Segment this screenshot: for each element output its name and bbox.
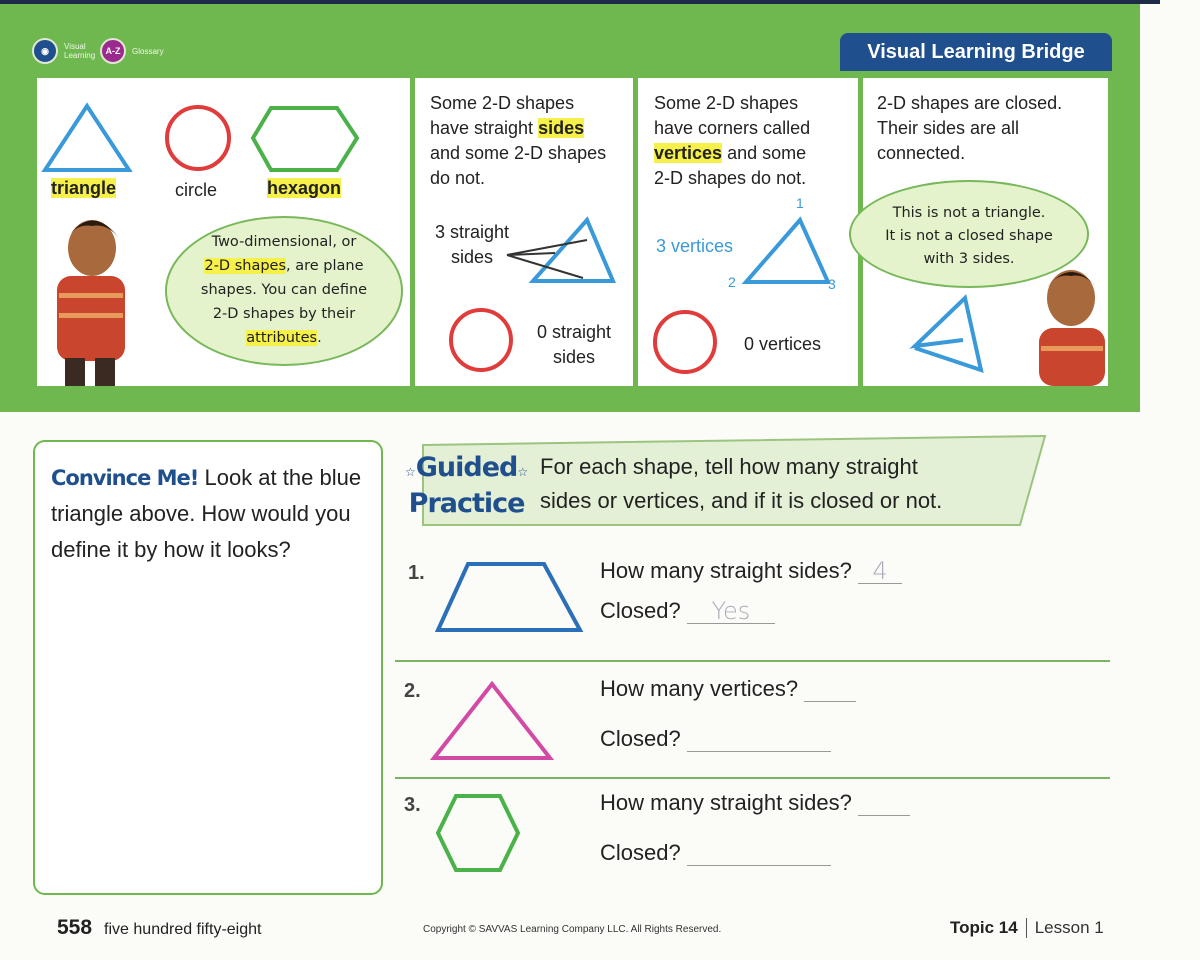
boy-character-icon [57,220,125,386]
problem-number: 1. [408,562,425,584]
problem-1-closed: Closed? Yes [600,598,775,624]
answer-blank[interactable] [804,678,856,702]
divider [395,777,1110,779]
header-badges [32,38,164,64]
triangle-shape [45,106,129,170]
bubble-text: This is not a triangle. It is not a closed shape with 3 sides. [885,205,1053,267]
problem-number: 3. [404,794,421,816]
topic-lesson: Topic 14 Lesson 1 [950,918,1104,937]
sides-text: Some 2-D shapes have straight sides and some 2-D shapes do not. [430,93,607,188]
eye-icon[interactable]: ◉ [32,38,58,64]
circle-shape [167,107,229,169]
vertices-text: Some 2-D shapes have corners called vertices and some 2-D shapes do not. [654,93,811,188]
sides-illustration [415,78,633,386]
star-icon: ☆ [405,465,416,479]
vertex-number: 3 [828,276,836,292]
vertex-number: 1 [796,195,804,211]
arrow-icon [507,255,583,278]
three-vertices-label: 3 vertices [656,236,734,256]
panel-vertices [638,78,858,386]
guided-instruction: For each shape, tell how many straight sides or vertices, and if it is closed or not. [540,454,943,513]
glossary-icon[interactable]: A-Z [100,38,126,64]
panel-2d-shapes [37,78,410,386]
answer-blank[interactable] [687,842,831,866]
glossary-label: Glossary [132,46,164,56]
circle-shape [655,312,715,372]
convince-me-box [33,440,383,895]
hexagon-shape [253,108,357,170]
visual-learning-label: Visual Learning [64,42,96,60]
problem-number: 2. [404,680,421,702]
triangle-shape [533,220,613,281]
panel-sides [415,78,633,386]
open-triangle-shape [915,298,981,370]
bubble-text: Two-dimensional, or 2-D shapes, are plane shapes. You can define 2-D shapes by their attributes. [200,234,368,346]
problem-2-closed: Closed? [600,726,831,752]
convince-me-text: Convince Me! Look at the blue triangle above. How would you define it by how it looks? [51,465,362,562]
divider [395,660,1110,662]
circle-shape [451,310,511,370]
label-triangle: triangle [51,178,117,198]
vertices-illustration [638,78,858,386]
zero-straight-sides-label: 0 straight sides [537,322,612,367]
answer-blank[interactable] [858,792,910,816]
section-title: Visual Learning Bridge [840,33,1112,71]
boy-character-icon [1039,270,1105,386]
zero-vertices-label: 0 vertices [744,334,822,354]
problem-3-closed: Closed? [600,840,831,866]
label-hexagon: hexagon [267,178,342,198]
panel-closed [863,78,1108,386]
triangle-shape [746,220,828,282]
open-shape-illustration [863,78,1108,386]
vertex-number: 2 [728,274,736,290]
closed-text: 2-D shapes are closed. Their sides are all connected. [877,93,1063,163]
guided-practice-title: ☆Guided☆ Practice [405,452,529,519]
answer-blank[interactable]: Yes [687,600,775,624]
problem-3-sides: How many straight sides? [600,790,910,816]
problem-1-sides: How many straight sides? 4 [600,558,902,584]
answer-blank[interactable] [687,728,831,752]
hexagon-shape [434,790,524,876]
star-icon: ☆ [517,465,529,479]
label-circle: circle [175,180,218,200]
problem-2-vertices: How many vertices? [600,676,856,702]
page-number: 558 five hundred fifty-eight [57,916,262,939]
trapezoid-shape [432,558,592,638]
triangle-shape [430,678,560,766]
three-straight-sides-label: 3 straight sides [435,222,510,267]
answer-blank[interactable]: 4 [858,560,902,584]
copyright: Copyright © SAVVAS Learning Company LLC. All Rights Reserved. [423,924,722,935]
